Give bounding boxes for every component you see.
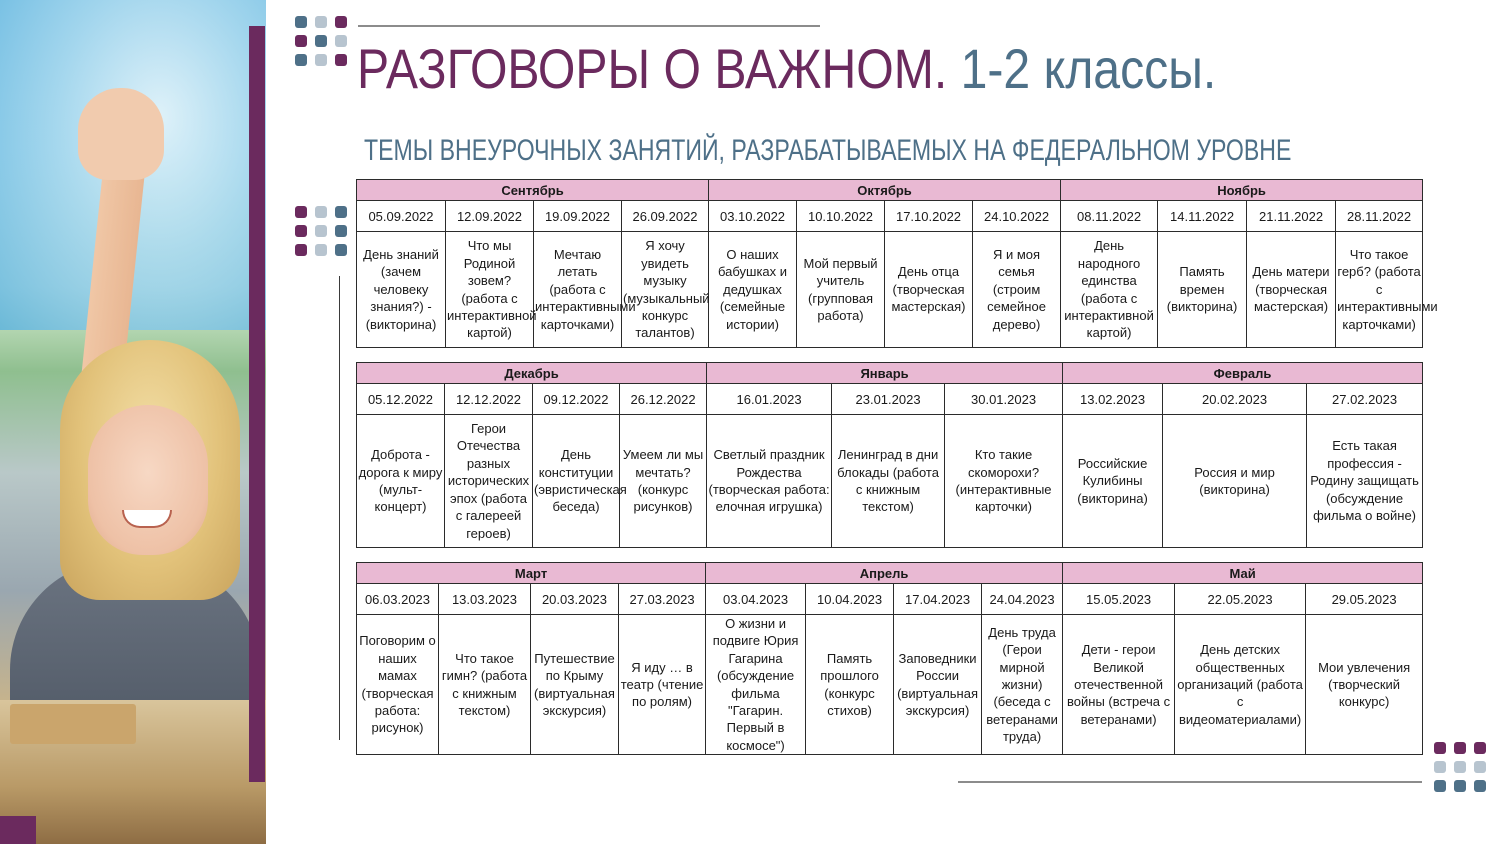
date-cell: 22.05.2023	[1175, 584, 1306, 615]
month-header: Май	[1063, 563, 1423, 584]
topic-cell: Я хочу увидеть музыку (музыкальный конкурс талантов)	[622, 232, 709, 348]
date-cell: 15.05.2023	[1063, 584, 1175, 615]
schedule-table-mar-may	[356, 562, 1423, 755]
topic-cell: Мои увлечения (творческий конкурс)	[1306, 615, 1423, 755]
date-cell: 17.04.2023	[894, 584, 982, 615]
page-title	[357, 34, 1216, 104]
date-cell: 17.10.2022	[885, 201, 973, 232]
topic-cell: День народного единства (работа с интерактивной картой)	[1061, 232, 1158, 348]
month-header: Сентябрь	[357, 180, 709, 201]
topic-cell: Память времен (викторина)	[1158, 232, 1247, 348]
topic-cell: Я иду … в театр (чтение по ролям)	[619, 615, 706, 755]
page-subtitle: ТЕМЫ ВНЕУРОЧНЫХ ЗАНЯТИЙ, РАЗРАБАТЫВАЕМЫХ НА ФЕДЕРАЛЬНОМ УРОВНЕ	[364, 134, 1292, 167]
date-cell: 14.11.2022	[1158, 201, 1247, 232]
date-cell: 27.02.2023	[1307, 384, 1423, 415]
topic-cell: Мечтаю летать (работа с интерактивными карточками)	[534, 232, 622, 348]
top-rule	[358, 25, 820, 27]
schedule-table-dec-feb	[356, 362, 1423, 548]
topic-cell: Мой первый учитель (групповая работа)	[797, 232, 885, 348]
date-cell: 26.09.2022	[622, 201, 709, 232]
date-cell: 13.03.2023	[439, 584, 531, 615]
topic-cell: Что такое герб? (работа с интерактивными карточками)	[1336, 232, 1423, 348]
month-header: Ноябрь	[1061, 180, 1423, 201]
month-header: Март	[357, 563, 706, 584]
topic-cell: Герои Отечества разных исторических эпох (работа с галереей героев)	[445, 415, 533, 548]
topic-cell: Кто такие скоморохи? (интерактивные карточки)	[945, 415, 1063, 548]
date-cell: 05.12.2022	[357, 384, 445, 415]
topic-cell: Я и моя семья (строим семейное дерево)	[973, 232, 1061, 348]
date-cell: 27.03.2023	[619, 584, 706, 615]
topic-cell: Есть такая профессия - Родину защищать (обсуждение фильма о войне)	[1307, 415, 1423, 548]
month-header: Февраль	[1063, 363, 1423, 384]
date-cell: 19.09.2022	[534, 201, 622, 232]
topic-cell: Путешествие по Крыму (виртуальная экскурсия)	[531, 615, 619, 755]
date-cell: 21.11.2022	[1247, 201, 1336, 232]
date-cell: 28.11.2022	[1336, 201, 1423, 232]
date-cell: 29.05.2023	[1306, 584, 1423, 615]
date-cell: 20.03.2023	[531, 584, 619, 615]
topic-cell: День отца (творческая мастерская)	[885, 232, 973, 348]
topic-cell: День труда (Герои мирной жизни) (беседа с ветеранами труда)	[982, 615, 1063, 755]
topic-cell: Ленинград в дни блокады (работа с книжным текстом)	[832, 415, 945, 548]
purple-corner-block	[0, 816, 36, 844]
date-cell: 16.01.2023	[707, 384, 832, 415]
hero-photo	[0, 0, 266, 844]
date-cell: 12.12.2022	[445, 384, 533, 415]
topic-cell: Что такое гимн? (работа с книжным текстом)	[439, 615, 531, 755]
date-cell: 06.03.2023	[357, 584, 439, 615]
schedule-table-sep-nov	[356, 179, 1438, 348]
thin-divider-line	[339, 276, 340, 740]
topic-cell: День знаний (зачем человеку знания?) - (викторина)	[357, 232, 446, 348]
topic-cell: Заповедники России (виртуальная экскурсия)	[894, 615, 982, 755]
date-cell: 08.11.2022	[1061, 201, 1158, 232]
bottom-rule	[958, 781, 1422, 783]
topic-cell: Россия и мир (викторина)	[1163, 415, 1307, 548]
topic-cell: Что мы Родиной зовем? (работа с интерактивной картой)	[446, 232, 534, 348]
title-main: РАЗГОВОРЫ О ВАЖНОМ.	[357, 37, 948, 100]
topic-cell: О наших бабушках и дедушках (семейные истории)	[709, 232, 797, 348]
date-cell: 09.12.2022	[533, 384, 620, 415]
dot-grid-bottom	[1434, 742, 1487, 792]
month-header: Октябрь	[709, 180, 1061, 201]
date-cell: 05.09.2022	[357, 201, 446, 232]
photo-face	[88, 405, 208, 555]
topic-cell: День конституции (эвристическая беседа)	[533, 415, 620, 548]
month-header: Апрель	[706, 563, 1063, 584]
date-cell: 24.10.2022	[973, 201, 1061, 232]
topic-cell: Память прошлого (конкурс стихов)	[806, 615, 894, 755]
date-cell: 03.10.2022	[709, 201, 797, 232]
topic-cell: Светлый праздник Рождества (творческая работа: елочная игрушка)	[707, 415, 832, 548]
dot-grid-middle	[295, 206, 348, 256]
date-cell: 26.12.2022	[620, 384, 707, 415]
date-cell: 24.04.2023	[982, 584, 1063, 615]
date-cell: 12.09.2022	[446, 201, 534, 232]
dot-grid-top	[295, 16, 348, 66]
photo-wood-block	[10, 704, 136, 744]
topic-cell: Доброта - дорога к миру (мульт-концерт)	[357, 415, 445, 548]
topic-cell: Дети - герои Великой отечественной войны (встреча с ветеранами)	[1063, 615, 1175, 755]
date-cell: 10.04.2023	[806, 584, 894, 615]
title-grade: 1-2 классы.	[960, 37, 1217, 100]
month-header: Январь	[707, 363, 1063, 384]
topic-cell: День матери (творческая мастерская)	[1247, 232, 1336, 348]
date-cell: 30.01.2023	[945, 384, 1063, 415]
date-cell: 03.04.2023	[706, 584, 806, 615]
date-cell: 20.02.2023	[1163, 384, 1307, 415]
topic-cell: Российские Кулибины (викторина)	[1063, 415, 1163, 548]
photo-raised-hand	[78, 88, 164, 180]
date-cell: 10.10.2022	[797, 201, 885, 232]
date-cell: 13.02.2023	[1063, 384, 1163, 415]
date-cell: 23.01.2023	[832, 384, 945, 415]
topic-cell: Поговорим о наших мамах (творческая работа: рисунок)	[357, 615, 439, 755]
topic-cell: Умеем ли мы мечтать? (конкурс рисунков)	[620, 415, 707, 548]
topic-cell: О жизни и подвиге Юрия Гагарина (обсуждение фильма "Гагарин. Первый в космосе")	[706, 615, 806, 755]
topic-cell: День детских общественных организаций (работа с видеоматериалами)	[1175, 615, 1306, 755]
purple-vertical-bar	[249, 26, 265, 782]
month-header: Декабрь	[357, 363, 707, 384]
